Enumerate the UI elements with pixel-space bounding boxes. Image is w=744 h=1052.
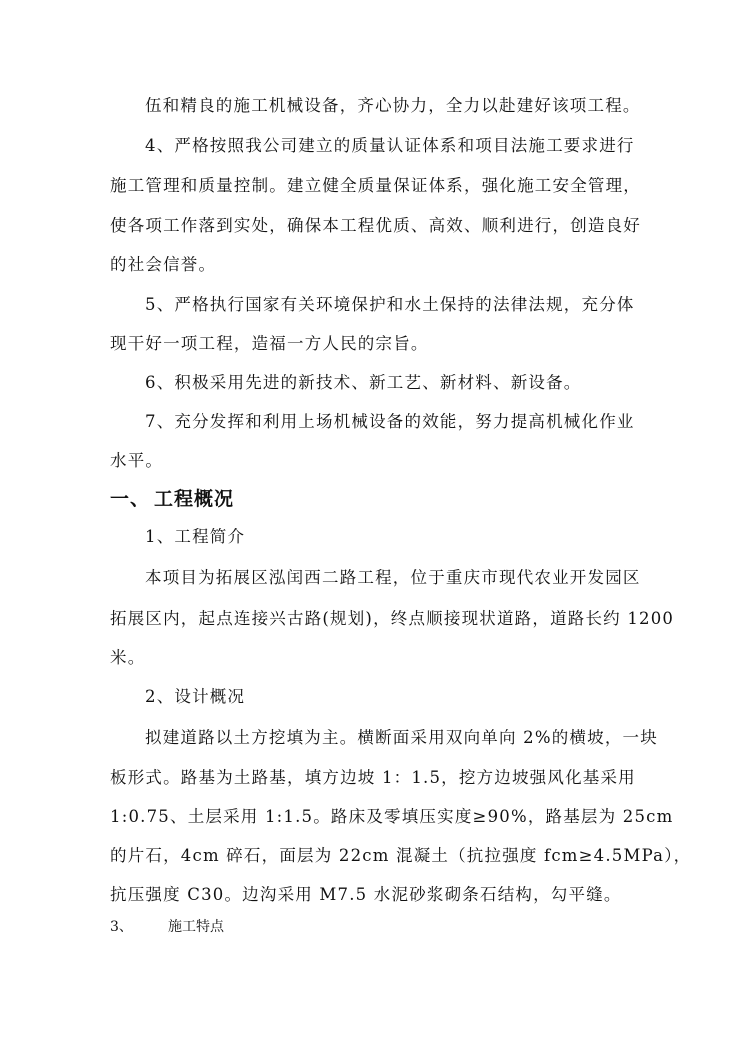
paragraph-line: 现干好一项工程，造福一方人民的宗旨。 [110,334,429,353]
paragraph-line: 本项目为拓展区泓闰西二路工程，位于重庆市现代农业开发园区 [145,568,641,587]
section-number: 一、 [110,488,151,510]
paragraph-line: 1:0.75、土层采用 1:1.5。路床及零填压实度≥90%，路基层为 25cm [110,807,674,826]
paragraph-line: 6、积极采用先进的新技术、新工艺、新材料、新设备。 [145,373,582,392]
subsection-heading [110,917,224,937]
subsection-heading: 1、工程简介 [145,527,246,546]
section-heading [110,487,234,511]
paragraph-line: 的片石，4cm 碎石，面层为 22cm 混凝土（抗拉强度 fcm≥4.5MPa）， [110,846,692,865]
section-title: 工程概况 [154,488,235,510]
paragraph-line: 7、充分发挥和利用上场机械设备的效能，努力提高机械化作业 [145,412,635,431]
paragraph-line: 施工管理和质量控制。建立健全质量保证体系，强化施工安全管理， [110,176,641,195]
paragraph-line: 伍和精良的施工机械设备，齐心协力，全力以赴建好该项工程。 [145,96,641,115]
paragraph-line: 水平。 [110,451,164,470]
paragraph-line: 拓展区内，起点连接兴古路(规划)，终点顺接现状道路，道路长约 1200 [110,609,675,628]
paragraph-line: 抗压强度 C30。边沟采用 M7.5 水泥砂浆砌条石结构，勾平缝。 [110,885,622,904]
paragraph-line: 使各项工作落到实处，确保本工程优质、高效、顺利进行，创造良好 [110,216,641,235]
paragraph-line: 米。 [110,648,146,667]
subsection-title: 施工特点 [168,919,224,935]
subsection-heading: 2、设计概况 [145,687,246,706]
paragraph-line: 4、严格按照我公司建立的质量认证体系和项目法施工要求进行 [145,136,635,155]
paragraph-line: 拟建道路以土方挖填为主。横断面采用双向单向 2%的横坡，一块 [145,728,658,747]
paragraph-line: 的社会信誉。 [110,255,217,274]
paragraph-line: 板形式。路基为土路基，填方边坡 1：1.5，挖方边坡强风化基采用 [110,768,636,787]
paragraph-line: 5、严格执行国家有关环境保护和水土保持的法律法规，充分体 [145,295,635,314]
subsection-number: 3、 [110,919,133,935]
